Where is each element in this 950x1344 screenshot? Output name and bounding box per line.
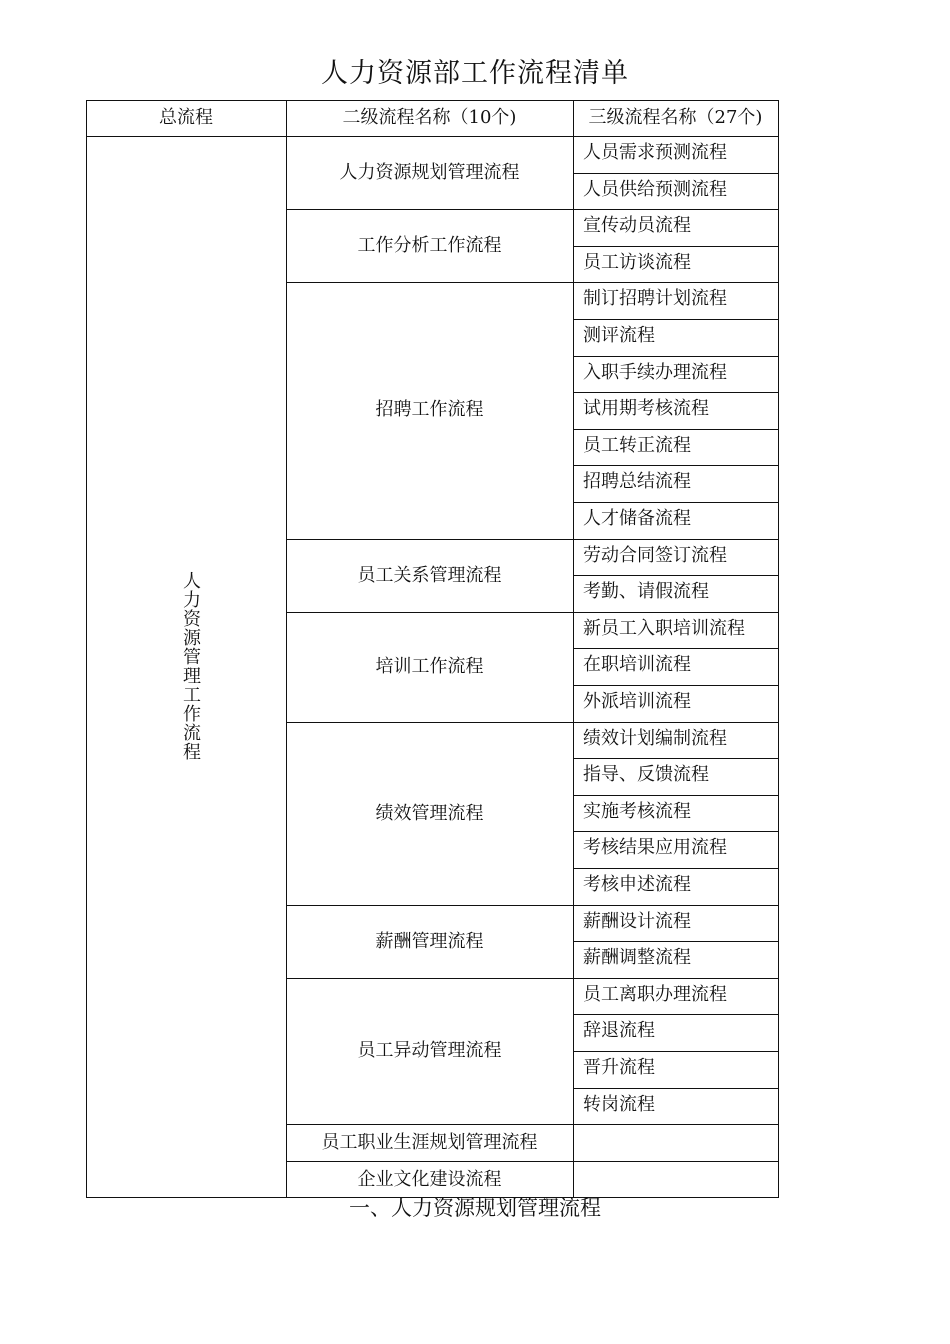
table-rule: [86, 136, 779, 137]
table-rule: [286, 905, 779, 906]
table-rule: [778, 100, 779, 1198]
level3-process: 实施考核流程: [583, 801, 691, 822]
table-rule: [573, 758, 779, 759]
table-rule: [86, 100, 87, 1198]
level3-process: 考核结果应用流程: [583, 837, 727, 858]
level2-process: 员工关系管理流程: [357, 564, 502, 586]
table-rule: [573, 831, 779, 832]
table-rule: [573, 173, 779, 174]
level2-process: 企业文化建设流程: [357, 1168, 502, 1190]
level3-process: 试用期考核流程: [583, 398, 709, 419]
table-rule: [573, 648, 779, 649]
level3-process: 在职培训流程: [583, 654, 691, 675]
level3-process: 招聘总结流程: [583, 471, 691, 492]
table-rule: [573, 246, 779, 247]
level2-process: 绩效管理流程: [375, 802, 484, 824]
level2-process: 员工职业生涯规划管理流程: [321, 1131, 538, 1153]
table-rule: [573, 392, 779, 393]
table-rule: [286, 282, 779, 283]
table-rule: [573, 868, 779, 869]
level3-process: 测评流程: [583, 325, 655, 346]
table-rule: [573, 1051, 779, 1052]
table-rule: [286, 1124, 779, 1125]
level3-process: 员工访谈流程: [583, 252, 691, 273]
table-rule: [573, 1088, 779, 1089]
table-rule: [286, 612, 779, 613]
level3-process: 绩效计划编制流程: [583, 728, 727, 749]
table-rule: [86, 100, 779, 101]
level3-process: 人员供给预测流程: [583, 179, 727, 200]
table-rule: [573, 465, 779, 466]
table-rule: [573, 502, 779, 503]
level3-process: 入职手续办理流程: [583, 362, 727, 383]
header-level3-process: 三级流程名称（27个): [588, 107, 763, 128]
table-rule: [286, 100, 287, 1198]
header-main-process: 总流程: [159, 107, 213, 128]
level2-process: 人力资源规划管理流程: [339, 161, 520, 183]
level3-process: 员工转正流程: [583, 435, 691, 456]
table-rule: [286, 209, 779, 210]
level3-process: 人才储备流程: [583, 508, 691, 529]
level2-process: 薪酬管理流程: [375, 930, 484, 952]
table-rule: [286, 978, 779, 979]
level3-process: 外派培训流程: [583, 691, 691, 712]
level3-process: 薪酬设计流程: [583, 911, 691, 932]
table-rule: [573, 795, 779, 796]
table-rule: [573, 575, 779, 576]
table-rule: [573, 319, 779, 320]
document-title: 人力资源部工作流程清单: [321, 58, 629, 89]
table-rule: [573, 1014, 779, 1015]
section-heading: 一、人力资源规划管理流程: [349, 1196, 601, 1220]
table-rule: [573, 941, 779, 942]
level3-process: 辞退流程: [583, 1020, 655, 1041]
level2-process: 培训工作流程: [375, 656, 484, 677]
level3-process: 劳动合同签订流程: [583, 545, 727, 566]
table-rule: [573, 356, 779, 357]
table-rule: [286, 1161, 779, 1162]
level3-process: 制订招聘计划流程: [583, 288, 727, 309]
level3-process: 宣传动员流程: [583, 215, 691, 236]
level3-process: 人员需求预测流程: [583, 142, 727, 163]
table-rule: [573, 685, 779, 686]
table-rule: [286, 539, 779, 540]
level2-process: 员工异动管理流程: [357, 1040, 502, 1061]
level3-process: 晋升流程: [583, 1057, 655, 1078]
level3-process: 转岗流程: [583, 1094, 655, 1115]
level3-process: 新员工入职培训流程: [583, 618, 745, 639]
table-rule: [573, 429, 779, 430]
table-rule: [286, 722, 779, 723]
level2-process: 工作分析工作流程: [357, 234, 502, 256]
main-process-label: 人力资源管理工作流程: [183, 571, 201, 763]
level3-process: 指导、反馈流程: [583, 764, 709, 785]
level2-process: 招聘工作流程: [375, 399, 484, 420]
level3-process: 考勤、请假流程: [583, 581, 709, 602]
level3-process: 考核申述流程: [583, 874, 691, 895]
level3-process: 薪酬调整流程: [583, 947, 691, 968]
header-level2-process: 二级流程名称（10个): [342, 107, 517, 128]
level3-process: 员工离职办理流程: [583, 984, 727, 1005]
table-rule: [573, 100, 574, 1198]
